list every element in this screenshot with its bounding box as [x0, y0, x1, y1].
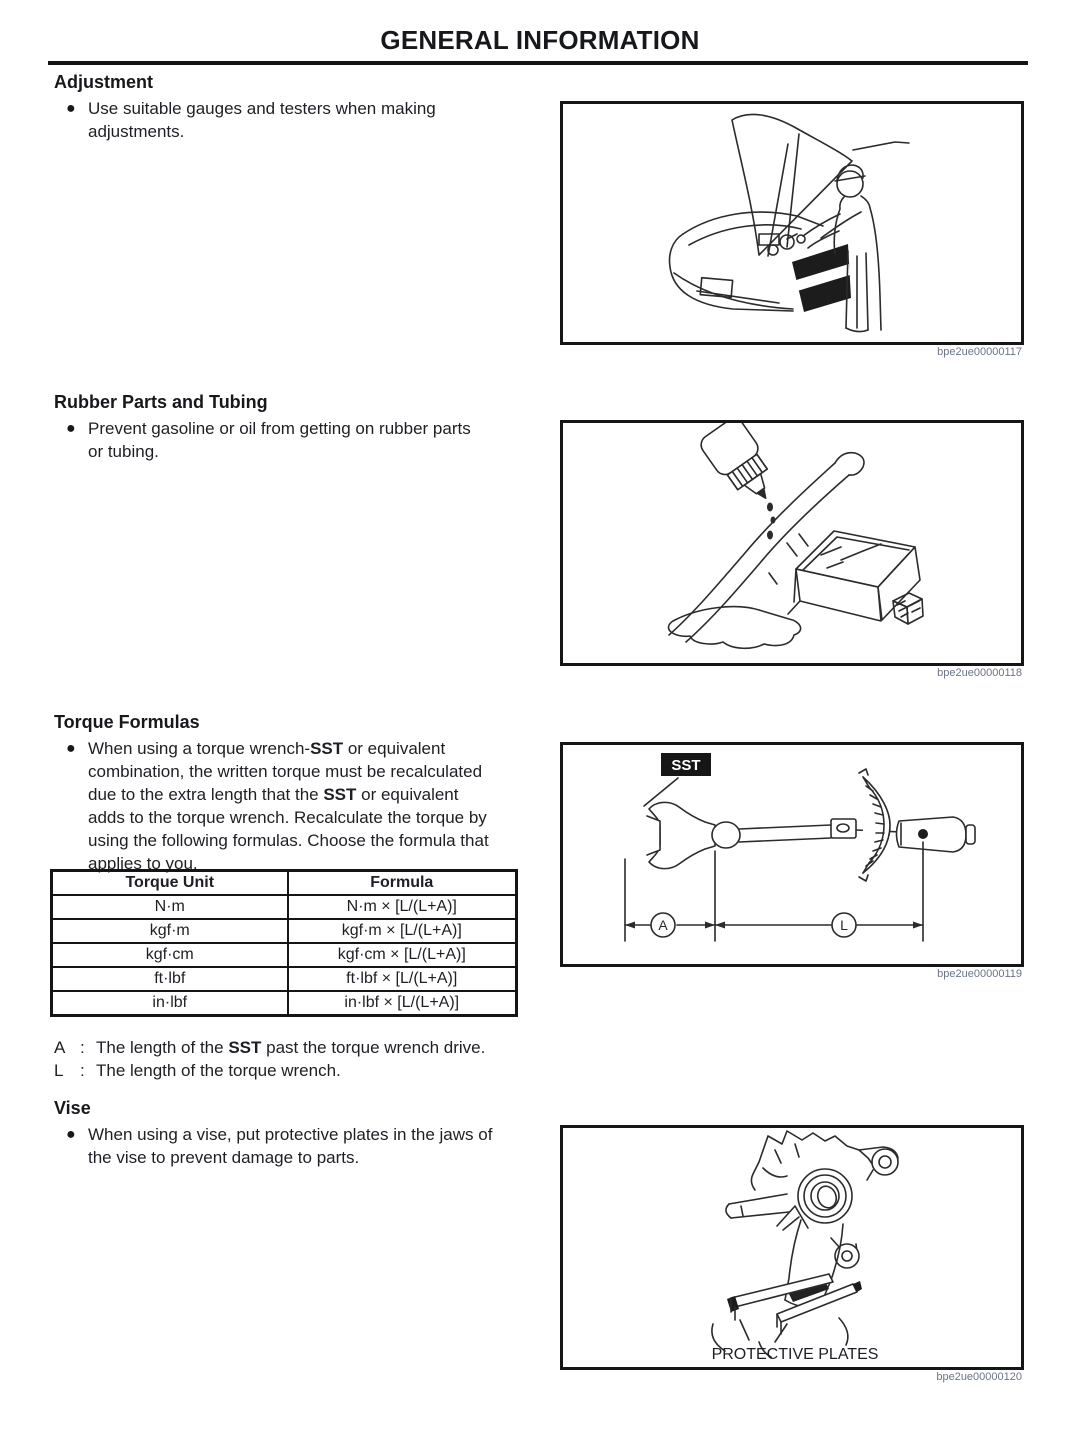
car-hood-mechanic-illustration — [563, 104, 1021, 342]
figure-frame — [560, 101, 1024, 345]
torque-unit-cell: in·lbf — [52, 991, 288, 1016]
list-item — [66, 1123, 494, 1169]
formula-cell: kgf·m × [L/(L+A)] — [288, 919, 517, 943]
formula-cell: kgf·cm × [L/(L+A)] — [288, 943, 517, 967]
definition-l — [54, 1059, 574, 1082]
figure-frame — [560, 420, 1024, 666]
definition-text: The length of the torque wrench. — [96, 1061, 341, 1080]
definition-a — [54, 1036, 574, 1059]
table-row — [52, 919, 517, 943]
bullet-text: Prevent gasoline or oil from getting on rubber parts or tubing. — [88, 419, 471, 461]
section-heading: Rubber Parts and Tubing — [54, 392, 268, 412]
figure-frame — [560, 1125, 1024, 1370]
section-rubber-parts — [54, 392, 490, 463]
definition-colon: : — [80, 1061, 85, 1080]
table-row — [52, 967, 517, 991]
section-heading: Vise — [54, 1098, 91, 1118]
title-rule — [48, 61, 1028, 65]
figure-rubber-parts — [560, 420, 1024, 680]
bullet-marker: ● — [66, 1126, 76, 1143]
sst-label: SST — [671, 757, 701, 774]
bullet-marker: ● — [66, 100, 76, 117]
figure-code: bpe2ue00000118 — [937, 667, 1022, 679]
section-heading: Torque Formulas — [54, 712, 200, 732]
bullet-marker: ● — [66, 420, 76, 437]
formula-cell: ft·lbf × [L/(L+A)] — [288, 967, 517, 991]
figure-vise — [560, 1125, 1024, 1384]
table-row — [52, 943, 517, 967]
torque-unit-cell: N·m — [52, 895, 288, 919]
column-header-formula: Formula — [288, 871, 517, 896]
section-vise — [54, 1098, 494, 1169]
protective-plates-label: PROTECTIVE PLATES — [711, 1346, 879, 1363]
bullet-marker: ● — [66, 740, 76, 757]
dimension-definitions — [54, 1036, 574, 1082]
figure-frame — [560, 742, 1024, 967]
torque-unit-cell: ft·lbf — [52, 967, 288, 991]
list-item — [66, 737, 498, 875]
torque-unit-cell: kgf·m — [52, 919, 288, 943]
page-title: GENERAL INFORMATION — [380, 25, 700, 55]
table-row — [52, 895, 517, 919]
figure-adjustment — [560, 101, 1024, 359]
list-item — [66, 417, 490, 463]
vise-protective-plates-illustration — [563, 1128, 1021, 1367]
bullet-text: When using a torque wrench-SST or equivalent combination, the written torque must be recalculated due to the extra length that the SST or equivalent adds to the torque wrench. Recalculate the torque by using the following formulas. Choose the formula that applies to you. — [88, 739, 489, 873]
torque-wrench-illustration — [563, 745, 1021, 964]
table-header-row — [52, 871, 517, 896]
formula-cell: in·lbf × [L/(L+A)] — [288, 991, 517, 1016]
definition-letter: A — [54, 1038, 66, 1057]
bullet-text: When using a vise, put protective plates in the jaws of the vise to prevent damage to parts. — [88, 1125, 493, 1167]
figure-code: bpe2ue00000119 — [937, 968, 1022, 980]
list-item — [66, 97, 486, 143]
figure-code: bpe2ue00000117 — [937, 346, 1022, 358]
section-heading: Adjustment — [54, 72, 153, 92]
definition-colon: : — [80, 1038, 85, 1057]
definition-letter: L — [54, 1061, 64, 1080]
column-header-torque-unit: Torque Unit — [52, 871, 288, 896]
formula-cell: N·m × [L/(L+A)] — [288, 895, 517, 919]
section-adjustment — [54, 72, 486, 143]
bullet-text: Use suitable gauges and testers when making adjustments. — [88, 99, 436, 141]
dimension-l-label: L — [840, 917, 848, 933]
torque-formula-table — [50, 869, 518, 1017]
torque-unit-cell: kgf·cm — [52, 943, 288, 967]
table-row — [52, 991, 517, 1016]
oil-bottle-tubing-illustration — [563, 423, 1021, 663]
figure-code: bpe2ue00000120 — [936, 1371, 1022, 1383]
section-torque-formulas — [54, 712, 498, 875]
figure-torque-wrench — [560, 742, 1024, 981]
dimension-a-label: A — [658, 917, 668, 933]
definition-text: The length of the SST past the torque wrench drive. — [96, 1038, 486, 1057]
